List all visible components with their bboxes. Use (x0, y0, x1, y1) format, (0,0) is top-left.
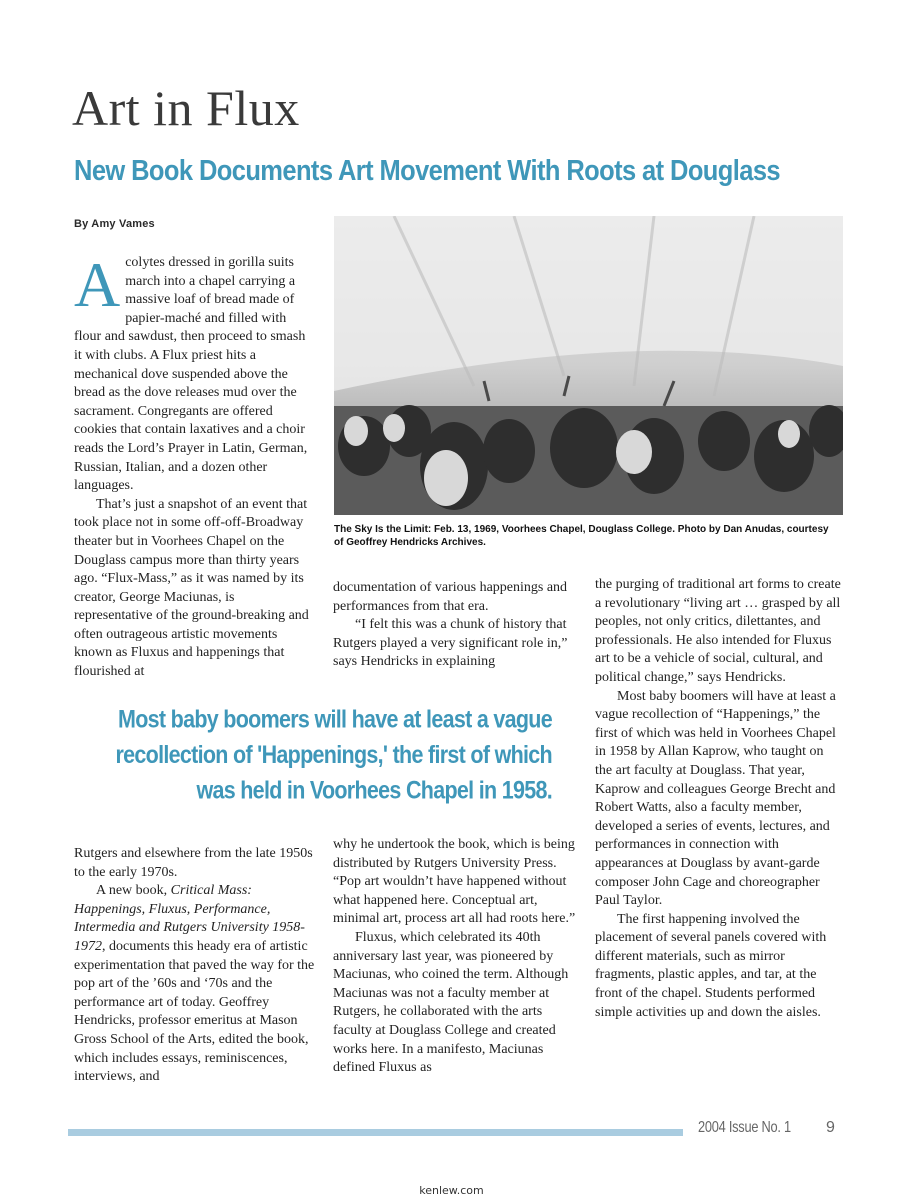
book-title: Critical Mass: Happenings, Fluxus, Performance, Intermedia and Rutgers University 1958-1972 (74, 883, 305, 954)
paragraph-book (74, 882, 318, 1087)
paragraph: That’s just a snapshot of an event that took place not in some off-off-Broadway theater but in Voorhees Chapel on the Douglass campus more than thirty years ago. “Flux-Mass,” as it was named by its creator, George Maciunas, is representative of the ground-breaking and often outrageous artistic movements known as Fluxus and happenings that flourished at (74, 496, 309, 680)
page-number: 9 (826, 1119, 835, 1136)
paragraph: why he undertook the book, which is being distributed by Rutgers University Press. “Pop art wouldn’t have happened without what happened here. Conceptual art, minimal art, process art all had roots here.” (333, 837, 576, 927)
footer-rule (68, 1129, 683, 1136)
paragraph-text: colytes dressed in gorilla suits march into a chapel carrying a massive loaf of bread made of papier-maché and filled with flour and sawdust, then proceed to smash it with clubs. A Flux priest hits a mechanical dove suspended above the bread as the dove releases mud over the sacrament. Congregants are offered cookies that contain laxatives and a choir reads the Lord’s Prayer in Latin, German, Russian, Italian, and a dozen other languages. (74, 255, 308, 494)
column-2-bottom (333, 836, 579, 1078)
issue-label: 2004 Issue No. 1 (698, 1119, 791, 1136)
paragraph: documentation of various happenings and performances from that era. (333, 580, 568, 614)
column-1-bottom (74, 845, 318, 1087)
article-subtitle: New Book Documents Art Movement With Roots at Douglass (74, 155, 780, 187)
paragraph-intro (74, 249, 314, 496)
paragraph: The first happening involved the placement of several panels covered with different materials, such as mirror fragments, plastic apples, and tar, at the front of the chapel. Students performed simple activities up and down the aisles. (595, 911, 827, 1020)
paragraph-text: A new book, (96, 883, 171, 899)
paragraph: Fluxus, which celebrated its 40th anniversary last year, was pioneered by Maciunas, who coined the term. Although Maciunas was not a faculty member at Rutgers, he collaborated with the arts faculty at Douglass College and created works here. In a manifesto, Maciunas defined Fluxus as (333, 929, 569, 1076)
paragraph: Most baby boomers will have at least a vague recollection of “Happenings,” the first of which was held in Voorhees Chapel in 1958 by Allan Kaprow, who taught on the art faculty at Douglass. That year, Kaprow and colleagues George Brecht and Robert Watts, also a faculty member, developed a series of events, lectures, and performances in connection with appearances at Douglass by avant-garde composer John Cage and choreographer Paul Taylor. (595, 688, 836, 909)
chapel-photo (334, 216, 843, 515)
paragraph-text: , documents this heady era of artistic experimentation that paved the way for the pop art of the ’60s and ‘70s and the performance art of today. Geoffrey Hendricks, professor emeritus at Mason Gross School of the Arts, edited the book, which includes essays, reminiscences, interviews, and (74, 938, 315, 1085)
pull-quote: Most baby boomers will have at least a vague recollection of 'Happenings,' the first of which was held in Voorhees Chapel in 1958. (115, 705, 552, 805)
byline: By Amy Vames (74, 218, 155, 230)
photo-icon (334, 216, 843, 515)
photo-caption: The Sky Is the Limit: Feb. 13, 1969, Voorhees Chapel, Douglass College. Photo by Dan Anudas, courtesy of Geoffrey Hendricks Archives. (334, 524, 829, 548)
paragraph: Rutgers and elsewhere from the late 1950s to the early 1970s. (74, 846, 313, 880)
article-title: Art in Flux (72, 80, 300, 136)
paragraph: “I felt this was a chunk of history that Rutgers played a very significant role in,” says Hendricks in explaining (333, 617, 568, 670)
site-credit: kenlew.com (419, 1184, 484, 1197)
column-2-top (333, 579, 573, 672)
column-3 (595, 576, 841, 1022)
drop-cap: A (74, 249, 121, 320)
column-1-top (74, 249, 314, 682)
paragraph: the purging of traditional art forms to create a revolutionary “living art … grasped by all peoples, not only critics, dilettantes, and professionals. He also intended for Fluxus art to be a vehicle of social, cultural, and political change,” says Hendricks. (595, 577, 841, 685)
